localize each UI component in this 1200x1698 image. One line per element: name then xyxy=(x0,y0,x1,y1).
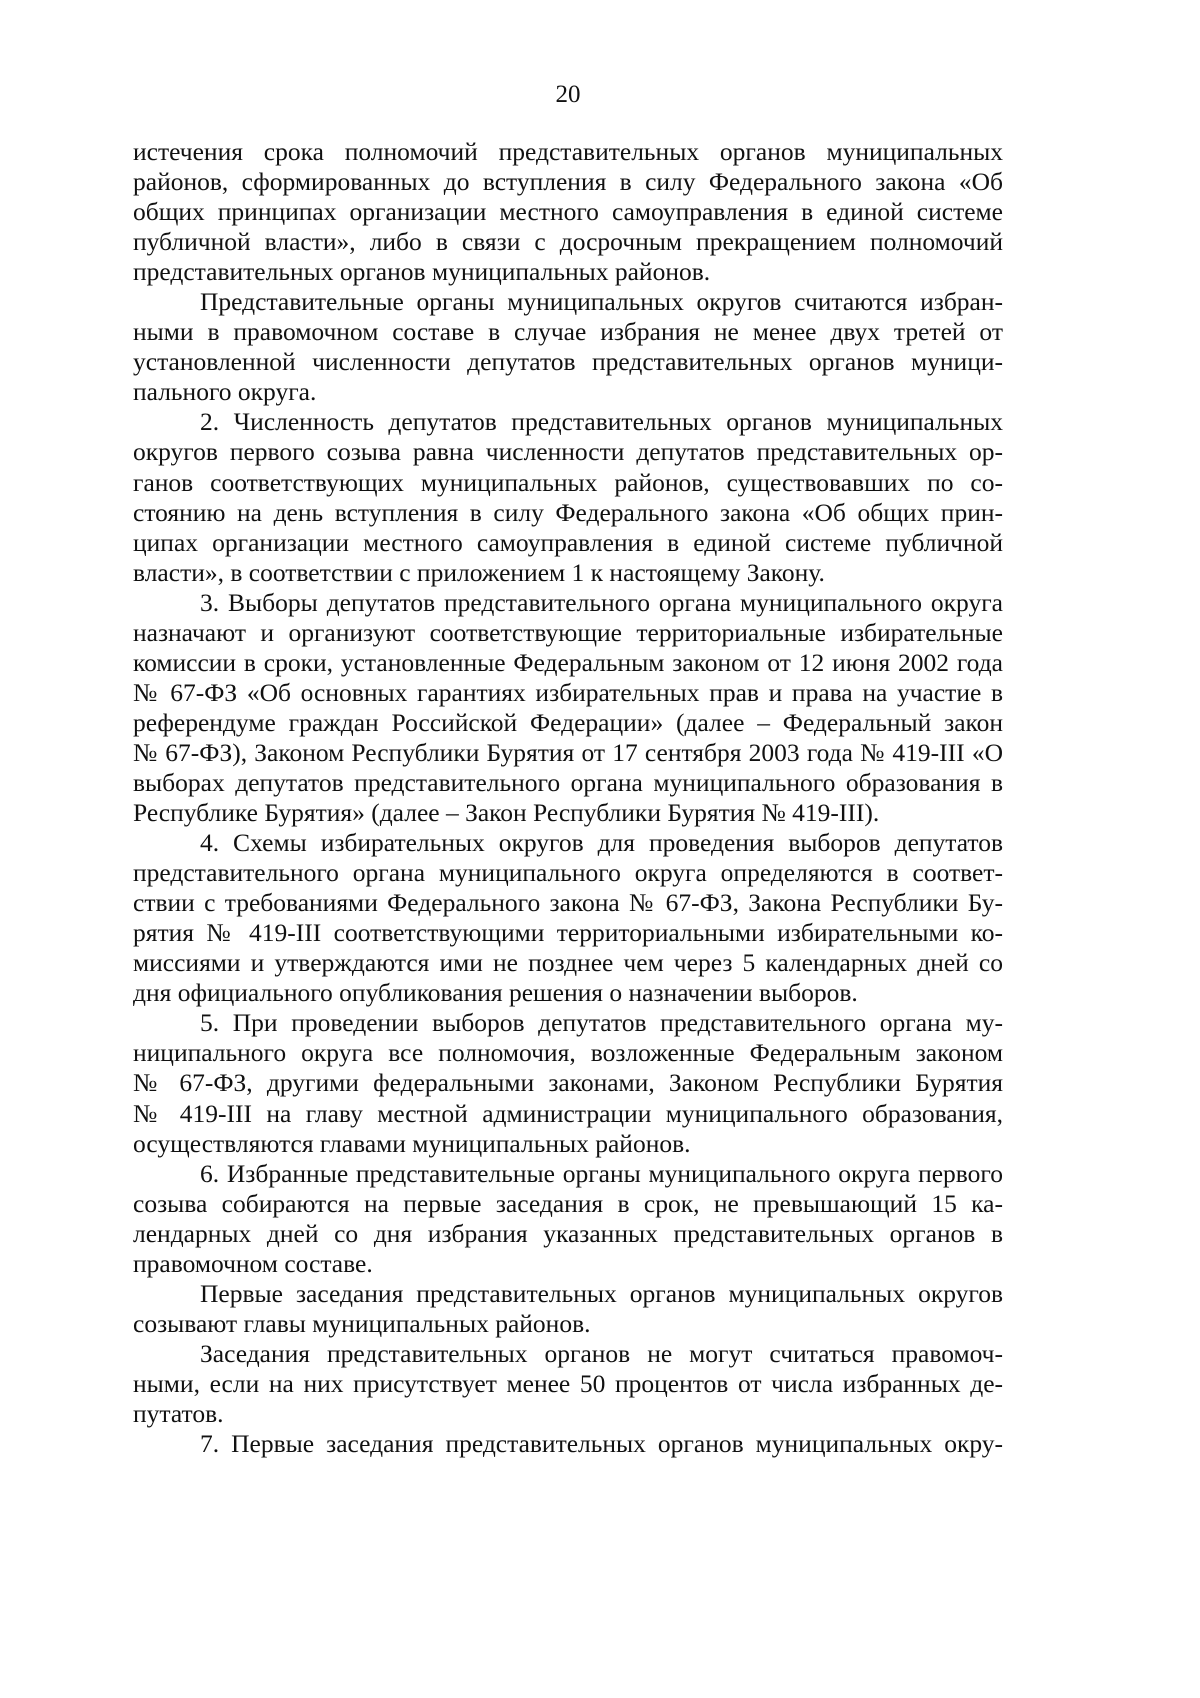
text-line: представительных органов муниципальных районов. xyxy=(133,257,711,287)
text-line: 7. Первые заседания представительных органов муниципальных окру- xyxy=(200,1429,1003,1459)
text-line: Первые заседания представительных органов муниципальных округов xyxy=(200,1278,1003,1308)
paragraph xyxy=(133,287,1003,407)
paragraph xyxy=(133,1008,1003,1158)
paragraph xyxy=(133,1339,1003,1429)
text-line: созывают главы муниципальных районов. xyxy=(133,1308,591,1338)
paragraph xyxy=(133,588,1003,828)
text-line: представительного органа муниципального округа определяются в соответ- xyxy=(133,858,1003,888)
paragraph xyxy=(133,1429,1003,1459)
paragraph xyxy=(133,407,1003,587)
text-line: публичной власти», либо в связи с досрочным прекращением полномочий xyxy=(133,227,1003,257)
text-line: созыва собираются на первые заседания в срок, не превышающий 15 ка- xyxy=(133,1188,1003,1218)
text-line: Заседания представительных органов не могут считаться правомоч- xyxy=(200,1338,1003,1368)
text-line: Представительные органы муниципальных округов считаются избран- xyxy=(200,287,1003,317)
text-line: установленной численности депутатов представительных органов муници- xyxy=(133,347,1003,377)
text-line: миссиями и утверждаются ими не позднее чем через 5 календарных дней со xyxy=(133,948,1003,978)
paragraph xyxy=(133,137,1003,287)
text-line: комиссии в сроки, установленные Федеральным законом от 12 июня 2002 года xyxy=(133,647,1003,677)
text-line: ципах организации местного самоуправления в единой системе публичной xyxy=(133,527,1003,557)
text-line: 2. Численность депутатов представительных органов муниципальных xyxy=(200,407,1003,437)
text-line: власти», в соответствии с приложением 1 к настоящему Закону. xyxy=(133,557,825,587)
text-line: осуществляются главами муниципальных районов. xyxy=(133,1128,691,1158)
text-line: дня официального опубликования решения о назначении выборов. xyxy=(133,978,858,1008)
text-line: районов, сформированных до вступления в силу Федерального закона «Об xyxy=(133,167,1003,197)
text-line: референдуме граждан Российской Федерации» (далее – Федеральный закон xyxy=(133,707,1003,737)
text-line: назначают и организуют соответствующие территориальные избирательные xyxy=(133,617,1003,647)
text-line: ниципального округа все полномочия, возложенные Федеральным законом xyxy=(133,1038,1003,1068)
text-line: рятия № 419-III соответствующими территориальными избирательными ко- xyxy=(133,918,1003,948)
text-line: округов первого созыва равна численности депутатов представительных ор- xyxy=(133,437,1003,467)
text-line: 4. Схемы избирательных округов для проведения выборов депутатов xyxy=(200,828,1003,858)
page-number: 20 xyxy=(555,81,581,108)
body-text xyxy=(133,137,1003,1459)
text-line: правомочном составе. xyxy=(133,1248,373,1278)
text-line: ными в правомочном составе в случае избрания не менее двух третей от xyxy=(133,317,1003,347)
text-line: общих принципах организации местного самоуправления в единой системе xyxy=(133,197,1003,227)
text-line: ными, если на них присутствует менее 50 процентов от числа избранных де- xyxy=(133,1368,1003,1398)
text-line: лендарных дней со дня избрания указанных представительных органов в xyxy=(133,1218,1003,1248)
text-line: № 67-ФЗ), Законом Республики Бурятия от 17 сентября 2003 года № 419-III «О xyxy=(133,737,1003,767)
paragraph xyxy=(133,1159,1003,1279)
text-line: 3. Выборы депутатов представительного органа муниципального округа xyxy=(200,587,1003,617)
text-line: истечения срока полномочий представительных органов муниципальных xyxy=(133,137,1003,166)
paragraph xyxy=(133,1279,1003,1339)
text-line: 6. Избранные представительные органы муниципального округа первого xyxy=(200,1158,1003,1188)
text-line: выборах депутатов представительного органа муниципального образования в xyxy=(133,767,1003,797)
text-line: ствии с требованиями Федерального закона № 67-ФЗ, Закона Республики Бу- xyxy=(133,888,1003,918)
text-line: № 67-ФЗ, другими федеральными законами, Законом Республики Бурятия xyxy=(133,1068,1003,1098)
paragraph xyxy=(133,828,1003,1008)
text-line: пального округа. xyxy=(133,377,317,407)
text-line: Республике Бурятия» (далее – Закон Республики Бурятия № 419-III). xyxy=(133,798,880,828)
text-line: № 419-III на главу местной администрации муниципального образования, xyxy=(133,1098,1003,1128)
text-line: 5. При проведении выборов депутатов представительного органа му- xyxy=(200,1008,1003,1038)
text-line: путатов. xyxy=(133,1398,224,1428)
text-line: № 67-ФЗ «Об основных гарантиях избирательных прав и права на участие в xyxy=(133,677,1003,707)
text-line: стоянию на день вступления в силу Федерального закона «Об общих прин- xyxy=(133,497,1003,527)
text-line: ганов соответствующих муниципальных районов, существовавших по со- xyxy=(133,467,1003,497)
